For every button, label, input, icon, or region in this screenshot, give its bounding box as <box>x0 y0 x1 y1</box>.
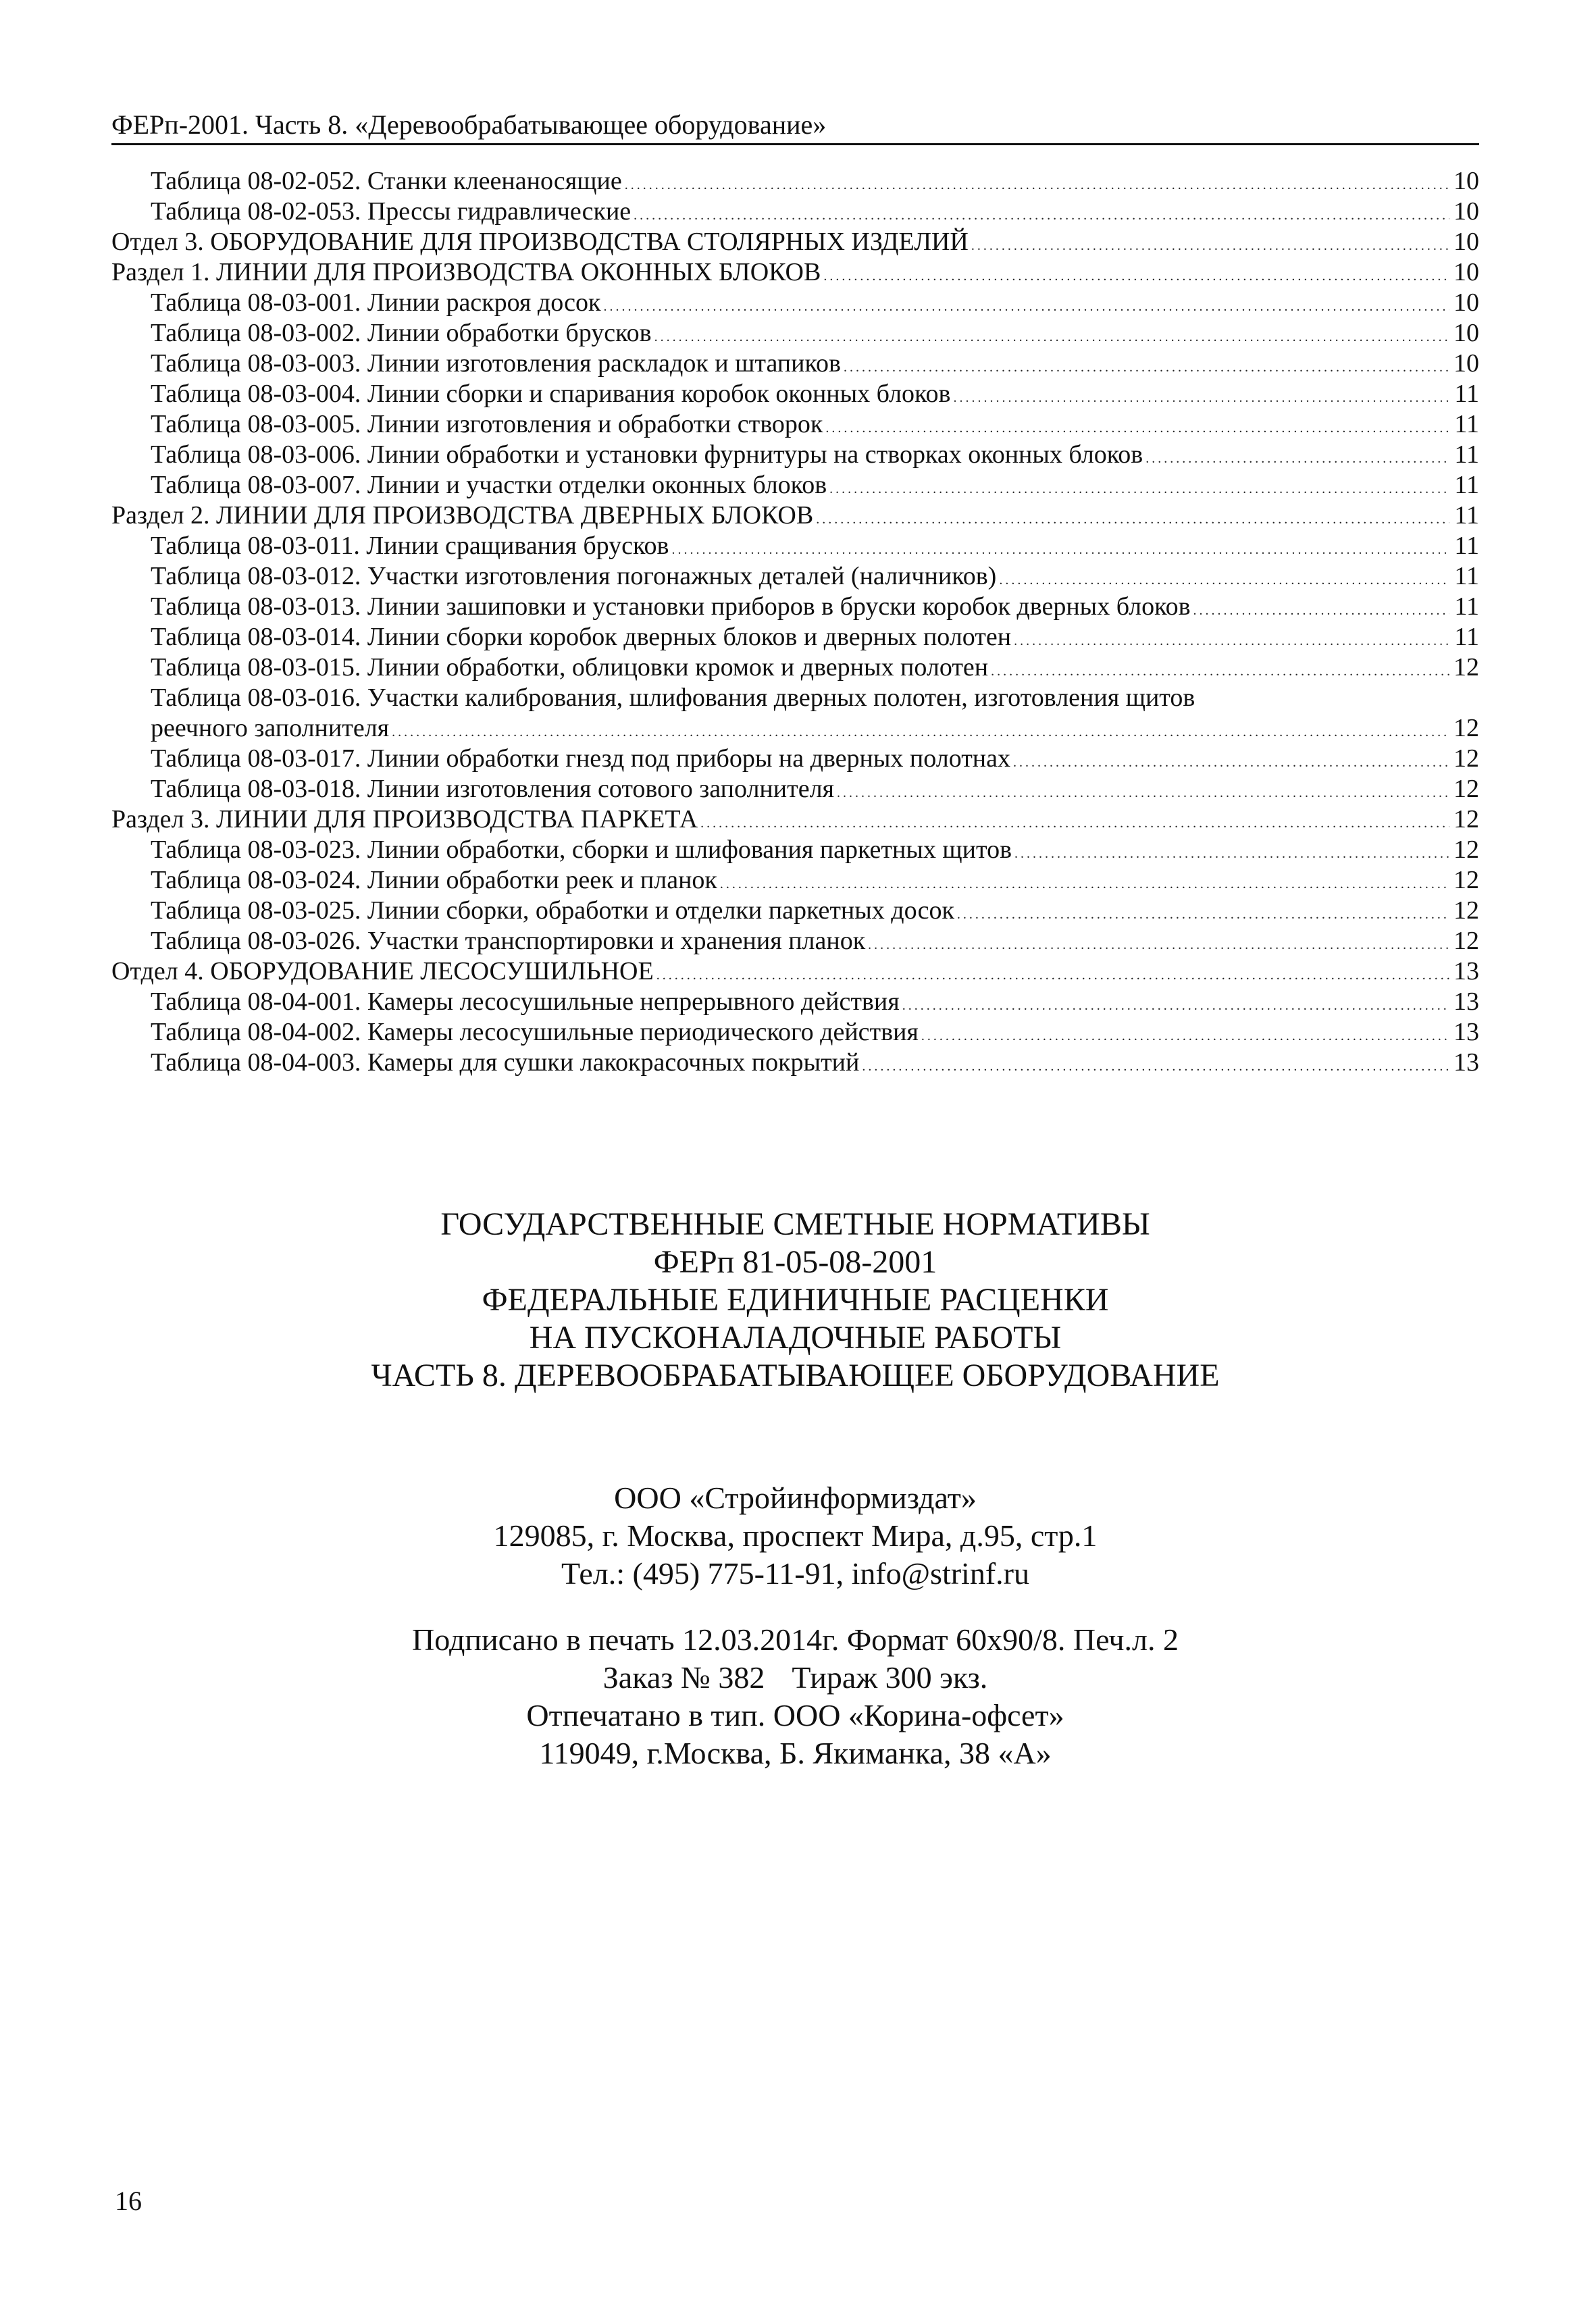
toc-section <box>111 227 1479 257</box>
toc-dot-leader <box>625 170 1449 201</box>
toc-entry-page: 12 <box>1453 744 1479 773</box>
toc-entry-title: Таблица 08-03-024. Линии обработки реек и планок <box>151 866 717 894</box>
toc-dot-leader <box>862 1052 1449 1082</box>
running-header: ФЕРп-2001. Часть 8. «Деревообрабатывающее оборудование» <box>111 108 1479 145</box>
toc-entry-title: Таблица 08-03-016. Участки калибрования, шлифования дверных полотен, изготовления щитов <box>151 684 1195 712</box>
toc-entry-page: 13 <box>1453 1048 1479 1077</box>
toc-entry-page: 11 <box>1454 562 1479 590</box>
toc-entry-title: Отдел 4. ОБОРУДОВАНИЕ ЛЕСОСУШИЛЬНОЕ <box>111 957 654 985</box>
toc-entry-title: Таблица 08-03-023. Линии обработки, сборки и шлифования паркетных щитов <box>151 835 1012 864</box>
toc-entry-page: 12 <box>1453 653 1479 682</box>
toc-entry-continuation <box>111 713 1479 744</box>
toc-entry <box>111 561 1479 592</box>
toc-entry <box>111 622 1479 652</box>
toc-entry-title: Таблица 08-02-053. Прессы гидравлические <box>151 197 632 226</box>
toc-entry-page: 10 <box>1453 319 1479 347</box>
toc-entry-title: Таблица 08-03-011. Линии сращивания брусков <box>151 532 669 560</box>
toc-entry-title: Отдел 3. ОБОРУДОВАНИЕ ДЛЯ ПРОИЗВОДСТВА СТОЛЯРНЫХ ИЗДЕЛИЙ <box>111 228 969 256</box>
toc-section <box>111 500 1479 531</box>
toc-entry <box>111 1017 1479 1048</box>
toc-entry-page: 12 <box>1453 805 1479 833</box>
toc-dot-leader <box>954 383 1450 413</box>
toc-dot-leader <box>1013 748 1449 778</box>
toc-entry-title: Таблица 08-03-014. Линии сборки коробок дверных блоков и дверных полотен <box>151 623 1012 651</box>
toc-entry-title: Раздел 3. ЛИНИИ ДЛЯ ПРОИЗВОДСТВА ПАРКЕТА <box>111 805 698 833</box>
print-run: Тираж 300 экз. <box>792 1660 988 1695</box>
toc-entry-page: 10 <box>1453 258 1479 286</box>
toc-section <box>111 257 1479 288</box>
toc-entry <box>111 926 1479 956</box>
toc-entry <box>111 409 1479 440</box>
toc-dot-leader <box>1014 839 1449 869</box>
toc-entry-page: 12 <box>1453 866 1479 894</box>
toc-entry-page: 10 <box>1453 167 1479 195</box>
toc-entry-page: 11 <box>1454 592 1479 621</box>
toc-entry-title: Таблица 08-03-002. Линии обработки брусков <box>151 319 652 347</box>
toc-entry <box>111 652 1479 683</box>
toc-dot-leader <box>837 778 1449 808</box>
toc-entry-title: Таблица 08-03-004. Линии сборки и спаривания коробок оконных блоков <box>151 380 951 408</box>
toc-dot-leader <box>823 261 1449 292</box>
publisher-contacts: Тел.: (495) 775-11-91, info@strinf.ru <box>561 1556 1029 1591</box>
toc-entry-page: 13 <box>1453 987 1479 1016</box>
toc-dot-leader <box>971 231 1449 261</box>
toc-entry-title: Таблица 08-03-006. Линии обработки и установки фурнитуры на створках оконных блоков <box>151 440 1143 469</box>
title-block <box>111 1206 1479 1395</box>
toc-entry-title: Таблица 08-03-012. Участки изготовления погонажных деталей (наличников) <box>151 562 997 590</box>
toc-entry <box>111 774 1479 804</box>
toc-entry <box>111 896 1479 926</box>
toc-entry-page: 12 <box>1453 714 1479 742</box>
toc-dot-leader <box>1193 596 1449 626</box>
printer-address: 119049, г.Москва, Б. Якиманка, 38 «А» <box>539 1736 1052 1770</box>
title-line-3: ФЕДЕРАЛЬНЫЕ ЕДИНИЧНЫЕ РАСЦЕНКИ <box>482 1282 1109 1318</box>
toc-entry-title: Таблица 08-03-015. Линии обработки, облицовки кромок и дверных полотен <box>151 653 989 682</box>
toc-entry <box>111 865 1479 896</box>
toc-entry <box>111 592 1479 622</box>
print-order-line <box>111 1659 1479 1697</box>
toc-entry <box>111 349 1479 379</box>
publisher-address: 129085, г. Москва, проспект Мира, д.95, стр.1 <box>493 1518 1098 1553</box>
toc-section <box>111 804 1479 835</box>
toc-entry-title: Таблица 08-03-026. Участки транспортировки и хранения планок <box>151 927 866 955</box>
toc-entry <box>111 288 1479 318</box>
toc-entry-title: Таблица 08-03-017. Линии обработки гнезд под приборы на дверных полотнах <box>151 744 1010 773</box>
toc-entry-page: 10 <box>1453 349 1479 378</box>
toc-entry <box>111 440 1479 470</box>
toc-entry-title: Таблица 08-03-001. Линии раскроя досок <box>151 288 601 317</box>
toc-entry-page: 12 <box>1453 835 1479 864</box>
toc-dot-leader <box>604 292 1449 322</box>
toc-entry-title: Раздел 2. ЛИНИИ ДЛЯ ПРОИЗВОДСТВА ДВЕРНЫХ БЛОКОВ <box>111 501 814 530</box>
toc-entry-title: Таблица 08-04-002. Камеры лесосушильные периодического действия <box>151 1018 919 1046</box>
toc-dot-leader <box>1014 626 1449 657</box>
toc-section <box>111 956 1479 987</box>
toc-dot-leader <box>1145 444 1449 474</box>
toc-entry-title: Таблица 08-03-005. Линии изготовления и обработки створок <box>151 410 823 438</box>
title-line-1: ГОСУДАРСТВЕННЫЕ СМЕТНЫЕ НОРМАТИВЫ <box>440 1206 1150 1242</box>
toc-entry-title: Таблица 08-03-007. Линии и участки отделки оконных блоков <box>151 471 827 499</box>
toc-entry-title: Таблица 08-02-052. Станки клеенаносящие <box>151 167 622 195</box>
toc-entry <box>111 744 1479 774</box>
title-line-2: ФЕРп 81-05-08-2001 <box>653 1244 937 1280</box>
toc-entry-page: 11 <box>1454 532 1479 560</box>
toc-entry-title: Таблица 08-04-001. Камеры лесосушильные непрерывного действия <box>151 987 900 1016</box>
title-line-5: ЧАСТЬ 8. ДЕРЕВООБРАБАТЫВАЮЩЕЕ ОБОРУДОВАНИЕ <box>371 1358 1220 1393</box>
toc-entry-page: 10 <box>1453 288 1479 317</box>
toc-dot-leader <box>902 991 1449 1021</box>
toc-dot-leader <box>921 1021 1449 1052</box>
toc-entry-page: 11 <box>1454 410 1479 438</box>
toc-entry <box>111 683 1479 713</box>
toc-entry <box>111 318 1479 349</box>
toc-entry-page: 10 <box>1453 197 1479 226</box>
toc-dot-leader <box>957 900 1449 930</box>
toc-entry-page: 12 <box>1453 896 1479 925</box>
publisher-name: ООО «Стройинформиздат» <box>614 1481 977 1515</box>
toc-entry-title-cont: реечного заполнителя <box>151 714 390 742</box>
toc-dot-leader <box>829 474 1449 505</box>
toc-entry-page: 11 <box>1454 440 1479 469</box>
toc-entry-title: Таблица 08-03-025. Линии сборки, обработки и отделки паркетных досок <box>151 896 954 925</box>
printer-name: Отпечатано в тип. ООО «Корина-офсет» <box>526 1698 1064 1732</box>
toc-entry <box>111 379 1479 409</box>
toc-entry-page: 11 <box>1454 380 1479 408</box>
toc-entry-page: 12 <box>1453 775 1479 803</box>
print-info-block <box>111 1621 1479 1772</box>
toc-entry-title: Таблица 08-03-018. Линии изготовления сотового заполнителя <box>151 775 835 803</box>
toc-entry-title: Раздел 1. ЛИНИИ ДЛЯ ПРОИЗВОДСТВА ОКОННЫХ БЛОКОВ <box>111 258 821 286</box>
toc-entry-page: 12 <box>1453 927 1479 955</box>
toc-dot-leader <box>816 505 1449 535</box>
table-of-contents <box>111 166 1479 1078</box>
toc-entry <box>111 166 1479 197</box>
title-line-4: НА ПУСКОНАЛАДОЧНЫЕ РАБОТЫ <box>529 1320 1062 1356</box>
toc-entry <box>111 835 1479 865</box>
toc-entry-page: 11 <box>1454 623 1479 651</box>
toc-entry-page: 11 <box>1454 471 1479 499</box>
page-number: 16 <box>115 2186 142 2216</box>
toc-dot-leader <box>868 930 1449 960</box>
print-order: Заказ № 382 <box>602 1660 765 1695</box>
toc-entry <box>111 531 1479 561</box>
toc-entry <box>111 1048 1479 1078</box>
toc-entry-page: 13 <box>1453 957 1479 985</box>
print-signed: Подписано в печать 12.03.2014г. Формат 60х90/8. Печ.л. 2 <box>412 1622 1179 1657</box>
toc-entry-page: 10 <box>1453 228 1479 256</box>
toc-entry <box>111 470 1479 500</box>
toc-entry <box>111 987 1479 1017</box>
toc-entry-title: Таблица 08-03-013. Линии зашиповки и установки приборов в бруски коробок дверных блоков <box>151 592 1191 621</box>
toc-entry-title: Таблица 08-03-003. Линии изготовления раскладок и штапиков <box>151 349 841 378</box>
publisher-block <box>111 1479 1479 1593</box>
toc-entry-title: Таблица 08-04-003. Камеры для сушки лакокрасочных покрытий <box>151 1048 860 1077</box>
toc-entry <box>111 197 1479 227</box>
toc-entry-page: 11 <box>1454 501 1479 530</box>
toc-entry-page: 13 <box>1453 1018 1479 1046</box>
